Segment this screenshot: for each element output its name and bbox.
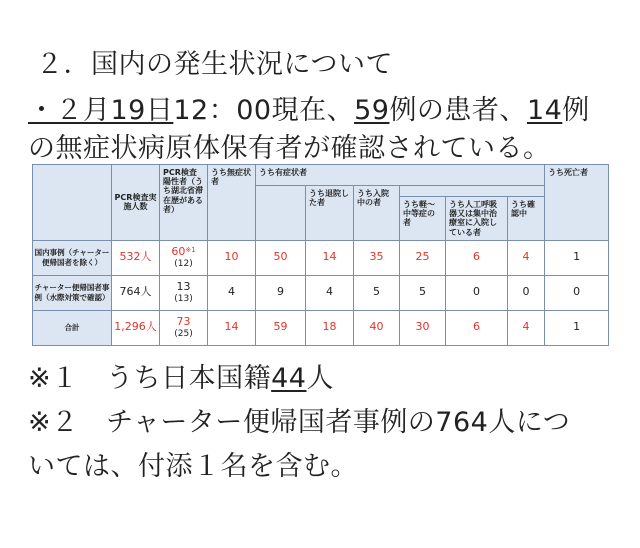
cell-symptomatic: 50 — [256, 240, 306, 275]
row-label: チャーター便帰国者事例（水際対策で確認） — [33, 275, 112, 310]
asymptomatic-count: 14 — [526, 95, 563, 126]
bullet-suffix: 例 — [562, 95, 590, 126]
cell-under-confirmation: 4 — [508, 240, 545, 275]
cell-hospitalized: 35 — [354, 240, 400, 275]
japanese-nationals-count: 44 — [271, 363, 307, 394]
cell-ventilator-icu: 6 — [446, 310, 508, 345]
bullet-date: ・２月19日 — [28, 95, 174, 126]
header-under-confirmation: うち確認中 — [508, 197, 545, 241]
cell-asymptomatic: 10 — [208, 240, 256, 275]
header-symptomatic-spacer — [256, 186, 306, 241]
header-hospital-group — [400, 186, 545, 197]
header-ventilator-icu: うち人工呼吸器又は集中治療室に入院している者 — [446, 197, 508, 241]
cell-asymptomatic: 4 — [208, 275, 256, 310]
cell-discharged: 18 — [306, 310, 354, 345]
cell-symptomatic: 59 — [256, 310, 306, 345]
header-discharged: うち退院した者 — [306, 186, 354, 241]
cell-discharged: 14 — [306, 240, 354, 275]
row-label: 合計 — [33, 310, 112, 345]
cell-positive: 73 (25) — [160, 310, 208, 345]
footnote-2-cont: いては、付添１名を含む。 — [28, 451, 358, 482]
cell-ventilator-icu: 6 — [446, 240, 508, 275]
table-row — [33, 275, 609, 310]
header-mild-moderate: うち軽～中等症の者 — [400, 197, 446, 241]
cell-pcr-count: 1,296人 — [112, 310, 160, 345]
case-table — [32, 164, 608, 346]
table-row — [33, 310, 609, 345]
header-hospitalized: うち入院中の者 — [354, 186, 400, 241]
cell-mild-moderate: 25 — [400, 240, 446, 275]
status-line-cont: の無症状病原体保有者が確認されている。 — [28, 133, 551, 164]
cell-deaths: 1 — [545, 240, 609, 275]
cell-deaths: 1 — [545, 310, 609, 345]
section-heading: ２．国内の発生状況について — [36, 49, 393, 80]
cell-positive: 60$^{※1}$ (12) — [160, 240, 208, 275]
cell-discharged: 4 — [306, 275, 354, 310]
cell-hospitalized: 5 — [354, 275, 400, 310]
bullet-time: 12：00現在、 — [173, 95, 355, 126]
cell-mild-moderate: 5 — [400, 275, 446, 310]
cell-asymptomatic: 14 — [208, 310, 256, 345]
cell-ventilator-icu: 0 — [446, 275, 508, 310]
cell-pcr-count: 764人 — [112, 275, 160, 310]
cell-positive-note: ※1 — [185, 246, 196, 255]
cell-positive: 13 (13) — [160, 275, 208, 310]
status-line — [28, 88, 590, 127]
cell-under-confirmation: 0 — [508, 275, 545, 310]
cell-pcr-count: 532人 — [112, 240, 160, 275]
cell-under-confirmation: 4 — [508, 310, 545, 345]
header-pcr-count: PCR検査実施人数 — [112, 165, 160, 241]
header-deaths: うち死亡者 — [545, 165, 609, 241]
cell-deaths: 0 — [545, 275, 609, 310]
corner-header — [33, 165, 112, 241]
bullet-mid: 例の患者、 — [389, 95, 527, 126]
header-symptomatic: うち有症状者 — [256, 165, 545, 186]
patients-count: 59 — [354, 95, 390, 126]
cell-hospitalized: 40 — [354, 310, 400, 345]
cell-mild-moderate: 30 — [400, 310, 446, 345]
footnote-2: ※２ チャーター便帰国者事例の764人につ — [28, 407, 571, 438]
table-row — [33, 240, 609, 275]
header-pcr-positive: PCR検査陽性者（うち湖北省滞在歴がある者） — [160, 165, 208, 241]
cell-symptomatic: 9 — [256, 275, 306, 310]
footnote-1: ※１ うち日本国籍44人 — [28, 363, 334, 394]
header-asymptomatic: うち無症状者 — [208, 165, 256, 241]
row-label: 国内事例（チャーター便帰国者を除く） — [33, 240, 112, 275]
